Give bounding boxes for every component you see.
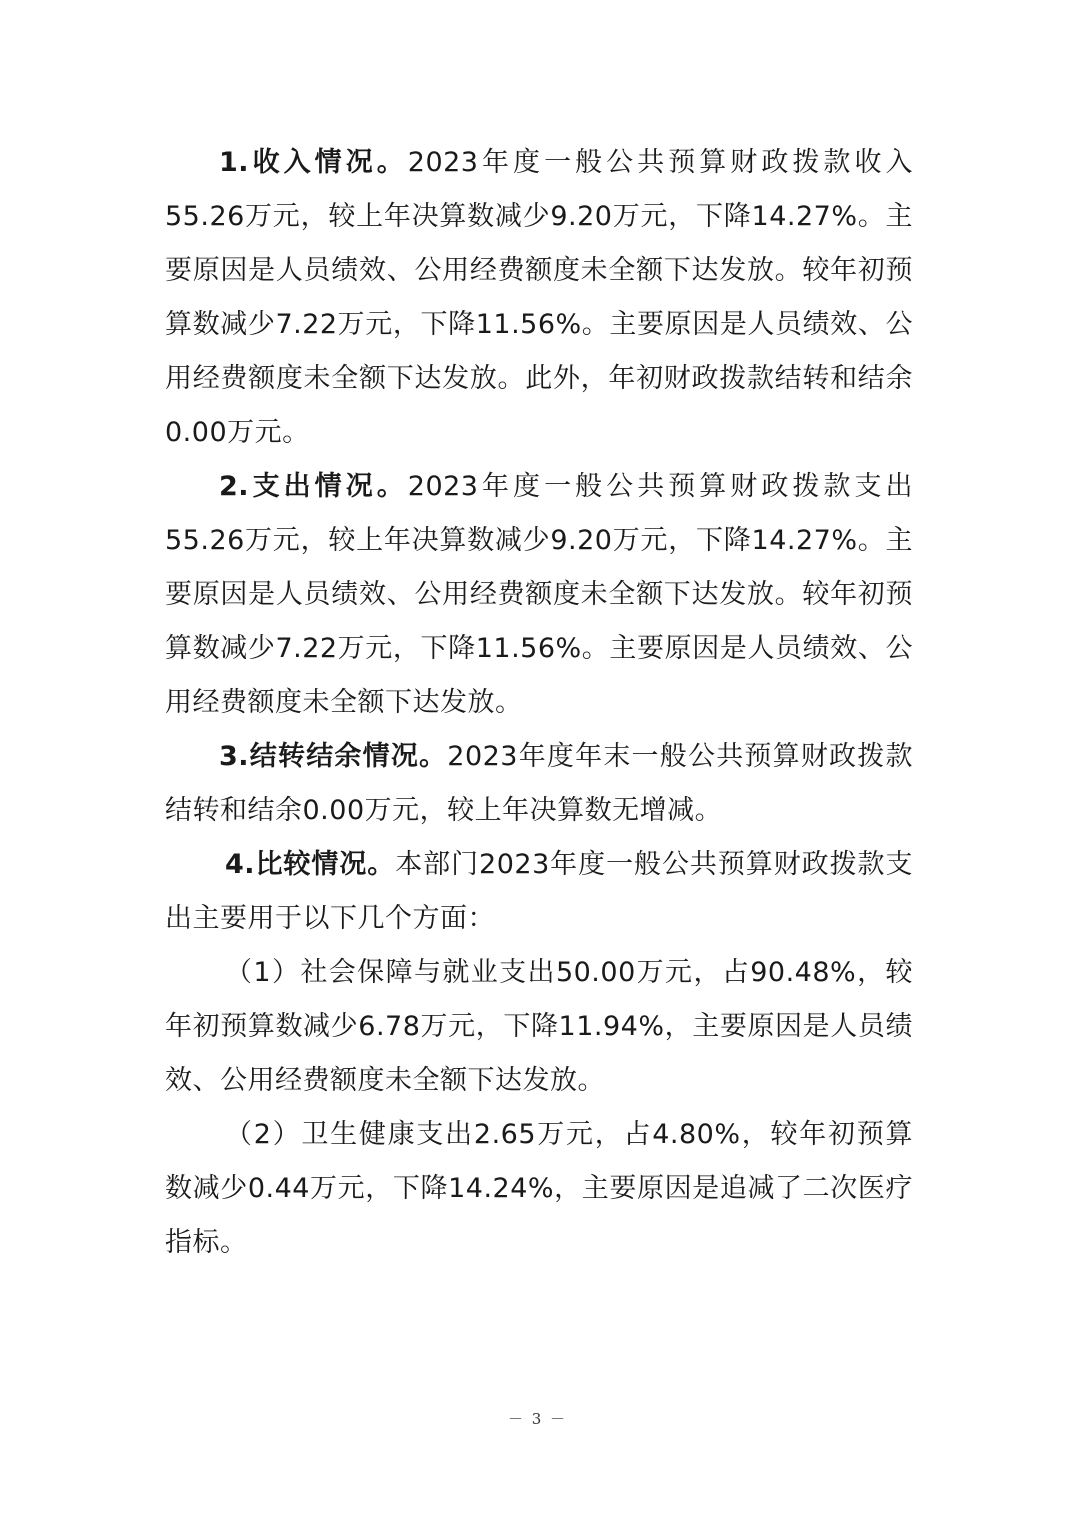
section-expenditure [165, 460, 913, 730]
page-number: － 3 － [507, 1410, 568, 1428]
section-body: 本部门2023年度一般公共预算财政拨款支出主要用于以下几个方面： [165, 849, 913, 934]
section-income [165, 136, 913, 460]
section-heading: 2.支出情况。 [219, 471, 408, 502]
section-heading: 1.收入情况。 [219, 147, 408, 178]
list-item: （1）社会保障与就业支出50.00万元，占90.48%，较年初预算数减少6.78万元，下降11.94%，主要原因是人员绩效、公用经费额度未全额下达发放。 [165, 957, 913, 1096]
document-page [165, 136, 913, 1270]
list-item: （2）卫生健康支出2.65万元，占4.80%，较年初预算数减少0.44万元，下降14.24%，主要原因是追减了二次医疗指标。 [165, 1119, 913, 1258]
section-body: 2023年度一般公共预算财政拨款支出55.26万元，较上年决算数减少9.20万元，下降14.27%。主要原因是人员绩效、公用经费额度未全额下达发放。较年初预算数减少7.22万元，下降11.56%。主要原因是人员绩效、公用经费额度未全额下达发放。 [165, 471, 913, 718]
section-heading: 4.比较情况。 [225, 849, 396, 880]
section-body: 2023年度一般公共预算财政拨款收入55.26万元，较上年决算数减少9.20万元，下降14.27%。主要原因是人员绩效、公用经费额度未全额下达发放。较年初预算数减少7.22万元，下降11.56%。主要原因是人员绩效、公用经费额度未全额下达发放。此外，年初财政拨款结转和结余0.00万元。 [165, 147, 913, 448]
section-carryover [165, 730, 913, 838]
section-heading: 3.结转结余情况。 [219, 741, 448, 772]
section-comparison [165, 838, 913, 946]
section-body: 2023年度年末一般公共预算财政拨款结转和结余0.00万元，较上年决算数无增减。 [165, 741, 913, 826]
